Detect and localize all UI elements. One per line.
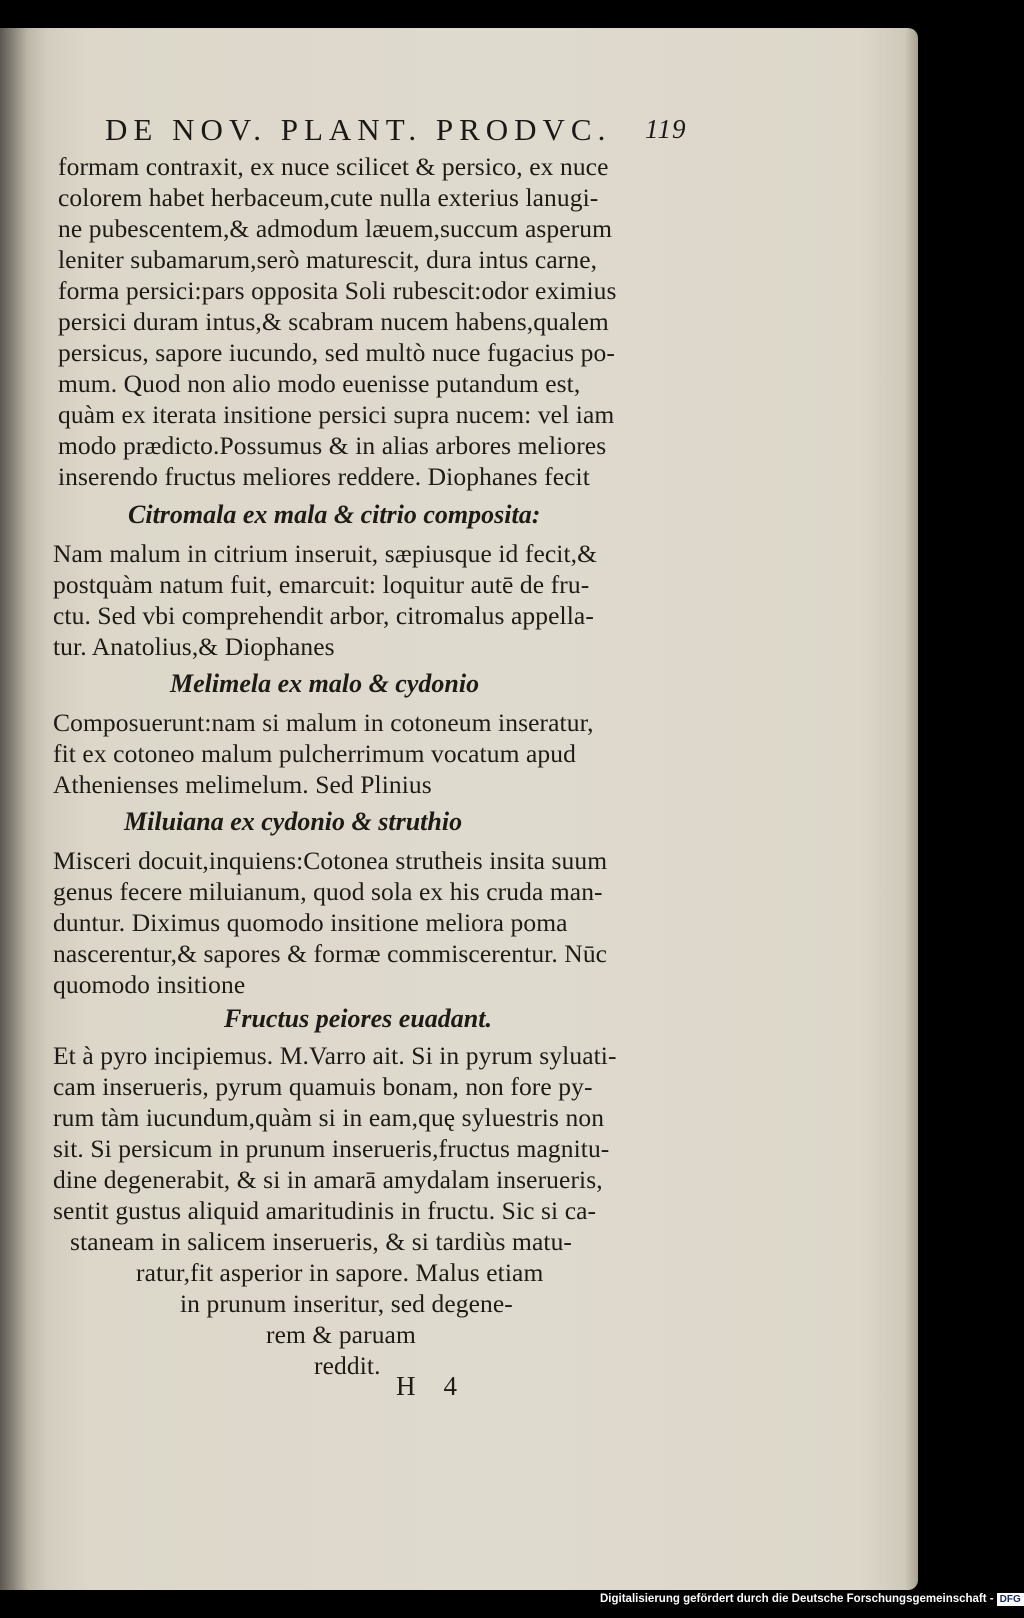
running-head <box>105 112 705 148</box>
text-line: genus fecere miluianum, quod sola ex his cruda man- <box>53 877 603 906</box>
text-line: duntur. Diximus quomodo insitione meliora poma <box>53 908 568 937</box>
text-line: modo prædicto.Possumus & in alias arbores meliores <box>58 431 607 460</box>
section-heading: Citromala ex mala & citrio composita: <box>128 500 541 529</box>
text-line: quomodo insitione <box>53 970 246 999</box>
section-heading: Melimela ex malo & cydonio <box>170 669 480 698</box>
signature-mark <box>396 1371 485 1402</box>
book-page <box>0 28 918 1590</box>
text-line: leniter subamarum,serò maturescit, dura intus carne, <box>58 245 598 274</box>
text-line: ne pubescentem,& admodum læuem,succum asperum <box>58 214 613 243</box>
text-line: persicus, sapore iucundo, sed multò nuce fugacius po- <box>58 338 615 367</box>
credit-text: Digitalisierung gefördert durch die Deutsche Forschungsgemeinschaft - <box>600 1593 994 1605</box>
signature-letter: H <box>396 1371 416 1401</box>
text-line: formam contraxit, ex nuce scilicet & persico, ex nuce <box>58 152 609 181</box>
text-line: mum. Quod non alio modo euenisse putandum est, <box>58 369 581 398</box>
page-number: 119 <box>645 114 687 144</box>
running-head-title: DE NOV. PLANT. PRODVC. <box>105 112 612 147</box>
text-line: nascerentur,& sapores & formæ commiscerentur. Nūc <box>53 939 608 968</box>
text-line: in prunum inseritur, sed degene- <box>180 1289 513 1318</box>
text-line: quàm ex iterata insitione persici supra nucem: vel iam <box>58 400 615 429</box>
text-line: sentit gustus aliquid amaritudinis in fructu. Sic si ca- <box>53 1196 597 1225</box>
text-line: rem & paruam <box>266 1320 416 1349</box>
digitization-credit <box>600 1593 1021 1613</box>
section-heading: Fructus peiores euadant. <box>224 1004 492 1033</box>
text-line: Nam malum in citrium inseruit, sæpiusque id fecit,& <box>53 539 598 568</box>
text-line: cam inserueris, pyrum quamuis bonam, non fore py- <box>53 1072 593 1101</box>
signature-number: 4 <box>443 1371 457 1401</box>
text-line: dine degenerabit, & si in amarā amydalam inserueris, <box>53 1165 603 1194</box>
text-line: Athenienses melimelum. Sed Plinius <box>53 770 432 799</box>
text-line: ctu. Sed vbi comprehendit arbor, citromalus appella- <box>53 601 594 630</box>
dfg-logo: DFG <box>997 1593 1024 1606</box>
text-line: staneam in salicem inserueris, & si tardiùs matu- <box>70 1227 573 1256</box>
text-line: tur. Anatolius,& Diophanes <box>53 632 335 661</box>
text-line: colorem habet herbaceum,cute nulla exterius lanugi- <box>58 183 599 212</box>
text-line: sit. Si persicum in prunum inserueris,fructus magnitu- <box>53 1134 610 1163</box>
text-line: ratur,fit asperior in sapore. Malus etiam <box>136 1258 544 1287</box>
text-line: fit ex cotoneo malum pulcherrimum vocatum apud <box>53 739 576 768</box>
text-line: reddit. <box>314 1351 381 1380</box>
text-line: forma persici:pars opposita Soli rubescit:odor eximius <box>58 276 617 305</box>
text-line: persici duram intus,& scabram nucem habens,qualem <box>58 307 609 336</box>
text-line: Misceri docuit,inquiens:Cotonea strutheis insita suum <box>53 846 608 875</box>
text-line: postquàm natum fuit, emarcuit: loquitur autē de fru- <box>53 570 590 599</box>
text-line: inserendo fructus meliores reddere. Diophanes fecit <box>58 462 590 491</box>
text-line: Composuerunt:nam si malum in cotoneum inseratur, <box>53 708 594 737</box>
text-line: rum tàm iucundum,quàm si in eam,quę syluestris non <box>53 1103 605 1132</box>
section-heading: Miluiana ex cydonio & struthio <box>124 807 463 836</box>
text-line: Et à pyro incipiemus. M.Varro ait. Si in pyrum syluati- <box>53 1041 617 1070</box>
